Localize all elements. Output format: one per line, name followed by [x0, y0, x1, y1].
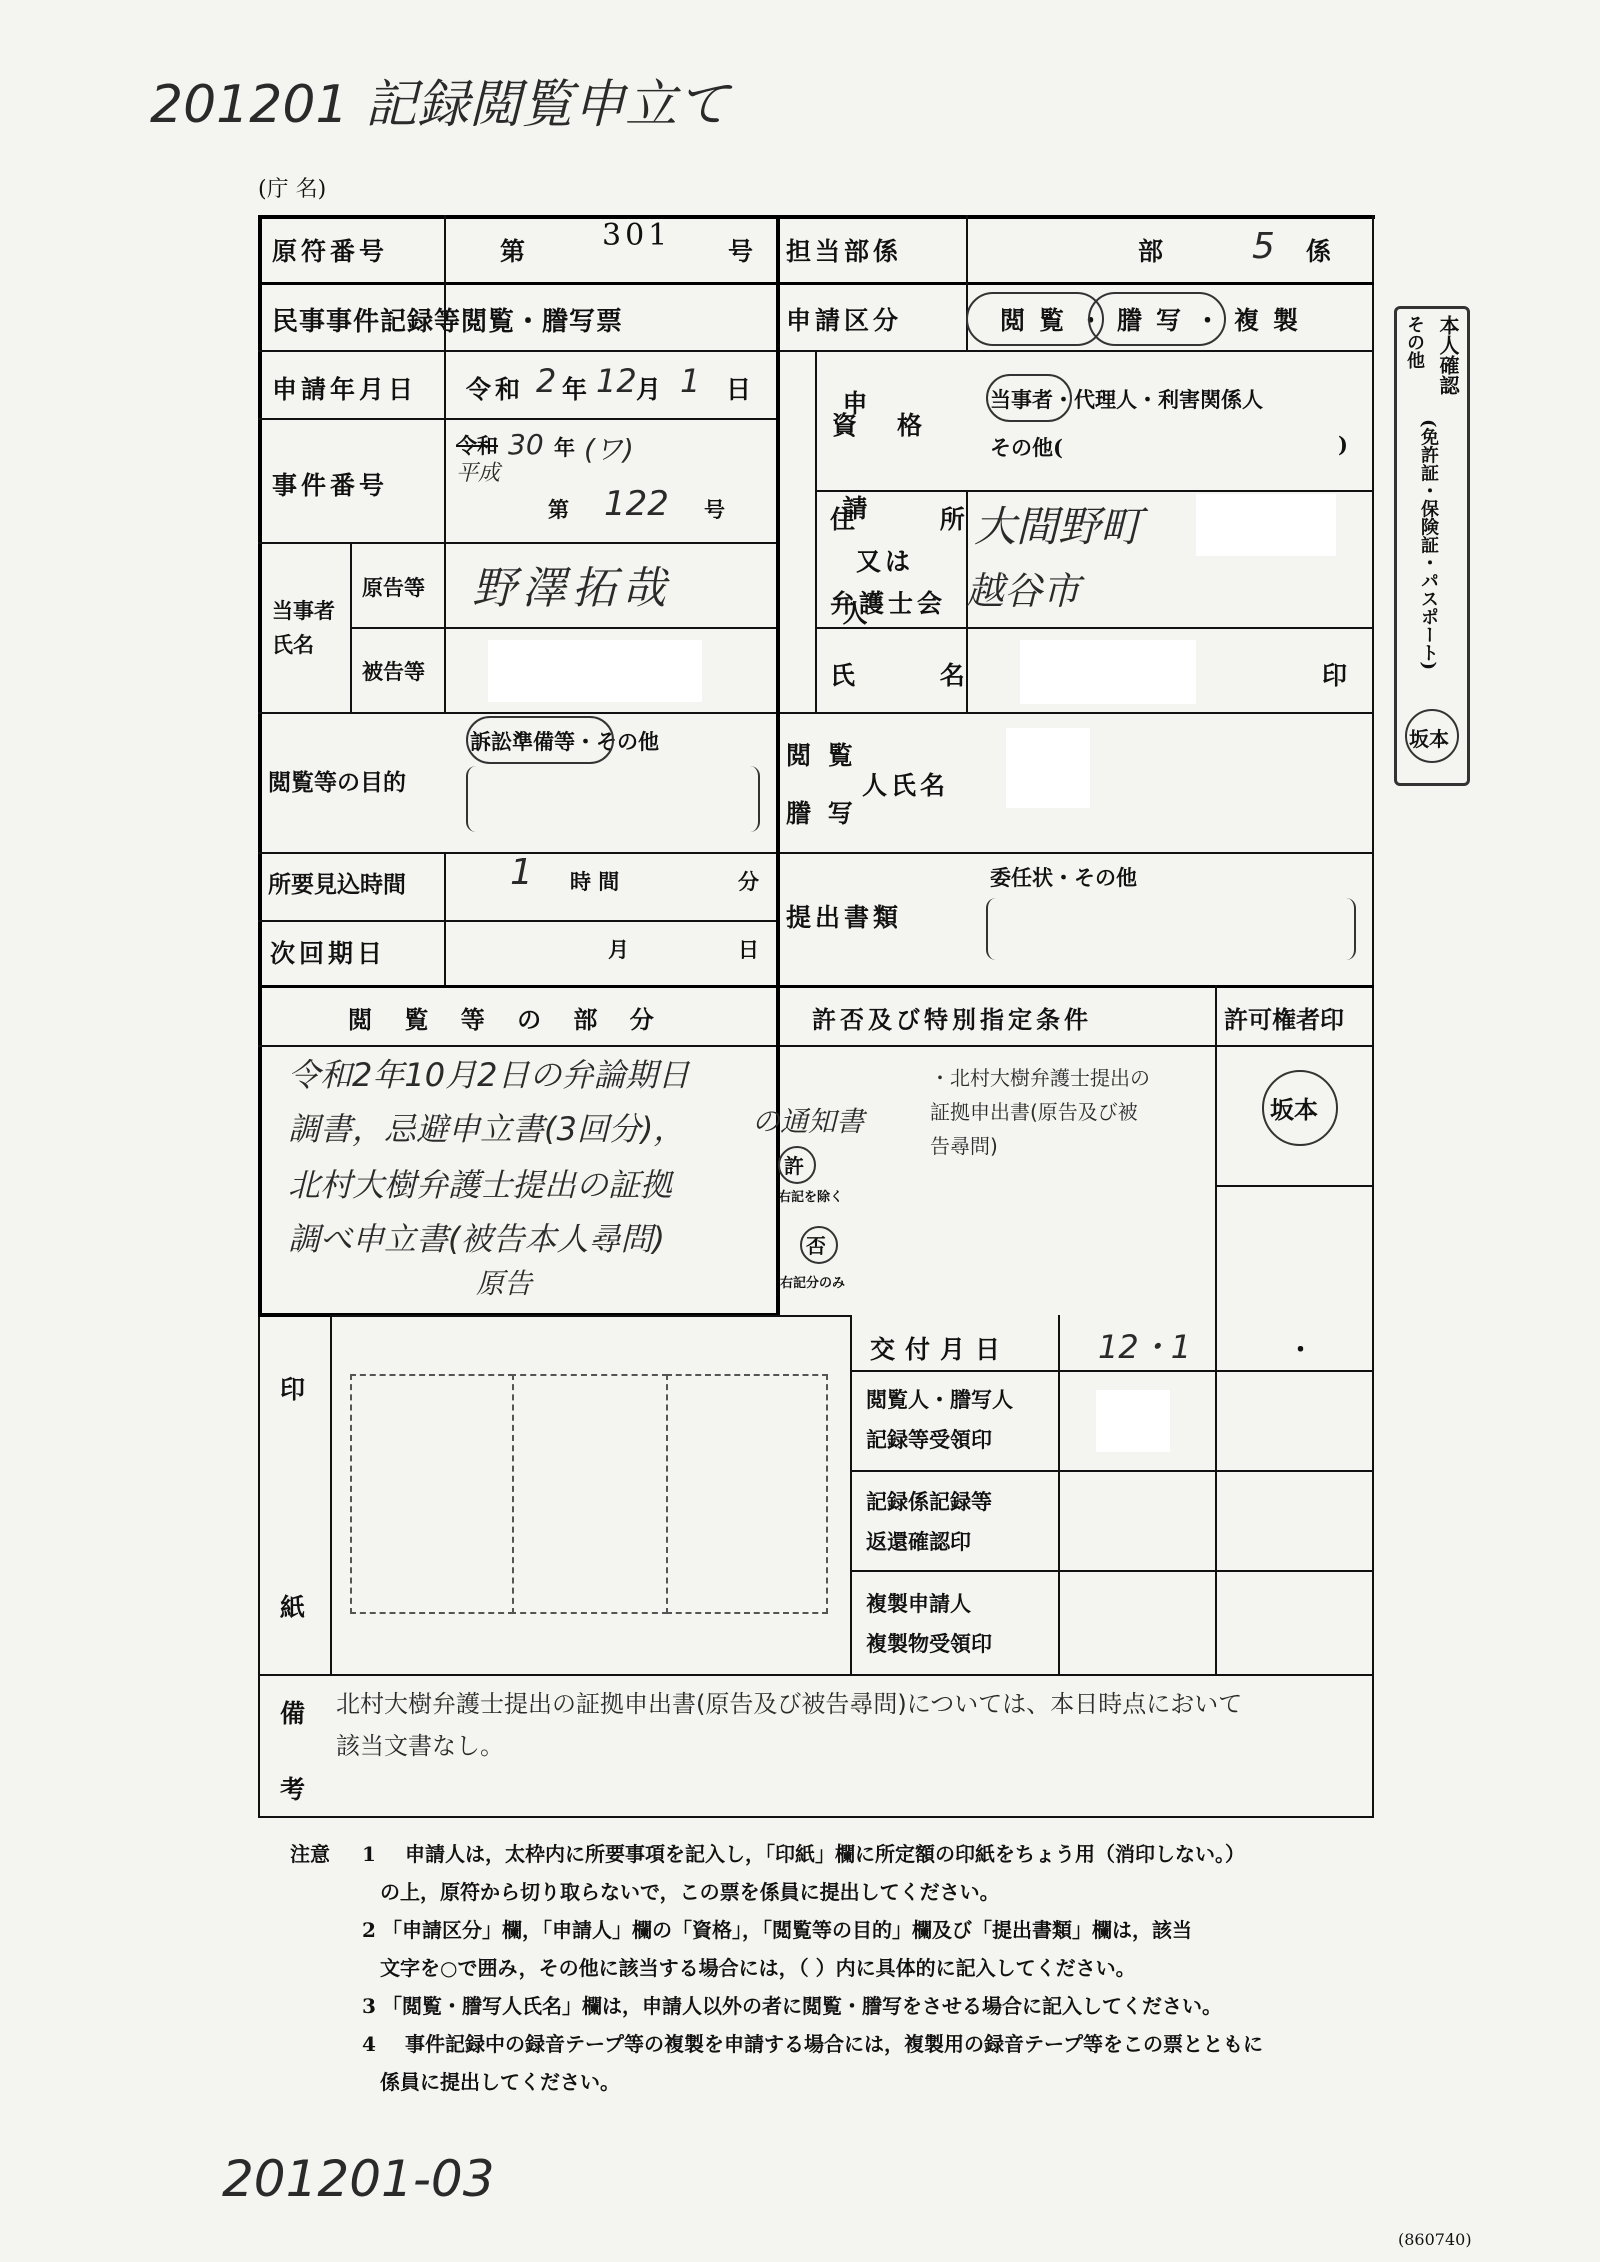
decision-mark-permit-text: 許: [784, 1154, 804, 1178]
expected-time-value: 1: [510, 852, 533, 893]
note-2-num: 2: [362, 1918, 376, 1942]
note-2-text: 「申請区分」欄，「申請人」欄の「資格」，「閲覧等の目的」欄及び「提出書類」欄は，該当: [382, 1918, 1192, 1942]
portion-line-4: 調べ申立書(被告本人尋問): [288, 1220, 665, 1258]
form-title: 民事事件記録等閲覧・謄写票: [272, 307, 624, 337]
case-number-label: 事件番号: [272, 471, 389, 500]
documents-bracket: [986, 898, 1356, 960]
decision-header: 許否及び特別指定条件: [812, 1005, 1092, 1034]
qualification-options: 当事者・代理人・利害関係人: [990, 387, 1263, 412]
applicant-name-label: 氏 名: [830, 661, 1003, 690]
portion-line-3: 北村大樹弁護士提出の証拠: [288, 1166, 673, 1204]
case-number-symbol: (ワ): [584, 433, 634, 466]
portion-header: 閲 覧 等 の 部 分: [348, 1005, 666, 1034]
request-type-circle-view: [966, 292, 1104, 346]
side-stamp-seal-text: 坂本: [1409, 727, 1449, 751]
address-redacted: [1196, 494, 1336, 556]
note-1-num: 1: [362, 1842, 376, 1866]
copy-label-2: 複製物受領印: [866, 1631, 992, 1656]
side-stamp-line-1: 本人確認: [1436, 315, 1460, 395]
applicant-side-text: 申請人: [839, 390, 868, 705]
parties-label-text: 当事者氏名: [272, 598, 335, 657]
case-number-year: 30: [508, 428, 544, 461]
applicant-seal-label: 印: [1322, 661, 1352, 690]
receipt-label-2: 記録等受領印: [866, 1427, 992, 1452]
authority-header: 許可権者印: [1224, 1005, 1344, 1034]
decision-note-line-3: 告尋問): [930, 1134, 998, 1158]
department-bu: 部: [1138, 237, 1168, 266]
documents-label: 提出書類: [786, 903, 903, 932]
note-4-text: 事件記録中の録音テープ等の複製を申請する場合には，複製用の録音テープ等をこの票とともに: [405, 2032, 1263, 2056]
address-line1: 大間野町: [974, 502, 1143, 551]
footer-handwritten: 201201-03: [222, 2150, 495, 2208]
purpose-circle: [466, 716, 614, 764]
case-number-era-strike: 平成: [456, 461, 501, 486]
delivery-date-label: 交付月日: [870, 1335, 1011, 1364]
department-section-value: 5: [1252, 226, 1275, 267]
copy-label-1: 複製申請人: [866, 1591, 971, 1616]
remarks-label-2: 考: [280, 1775, 310, 1804]
request-type-circle-copy: [1088, 292, 1226, 346]
request-date-month-unit: 月: [636, 375, 666, 404]
qualification-other-close: ): [1338, 432, 1348, 457]
request-type-label: 申請区分: [786, 306, 903, 335]
authority-seal-text: 坂本: [1270, 1095, 1318, 1124]
side-stamp-line-2: (免許証・保険証・パスポート): [1418, 419, 1439, 671]
delivery-date-value: 12・1: [1098, 1328, 1192, 1366]
note-4-num: 4: [362, 2032, 376, 2056]
address-label-2: 又は: [856, 547, 915, 576]
side-stamp-line-3: その他: [1404, 315, 1425, 369]
receipt-redacted: [1096, 1390, 1170, 1452]
file-number-value: 301: [602, 218, 672, 253]
decision-note-line-1: ・北村大樹弁護士提出の: [930, 1066, 1150, 1090]
request-date-year-unit: 年: [562, 375, 592, 404]
case-number-number: 122: [604, 484, 669, 524]
note-3-num: 3: [362, 1994, 376, 2018]
note-2b-text: 文字を○で囲み，その他に該当する場合には，（ ）内に具体的に記入してください。: [380, 1956, 1136, 1980]
address-line2: 越谷市: [966, 569, 1081, 613]
decision-mark-deny-text: 否: [806, 1234, 826, 1258]
applicant-name-redacted: [1020, 640, 1196, 704]
portion-line-1: 令和2年10月2日の弁論期日: [288, 1056, 690, 1094]
request-date-day: 1: [680, 362, 701, 400]
note-1b-text: の上，原符から切り取らないで，この票を係員に提出してください。: [380, 1880, 1000, 1904]
request-date-year: 2: [536, 362, 557, 400]
file-number-suffix: 号: [728, 237, 758, 266]
purpose-options: 訴訟準備等・その他: [470, 729, 659, 754]
expected-time-label: 所要見込時間: [268, 871, 406, 898]
request-date-era: 令和: [466, 375, 525, 404]
request-date-label: 申請年月日: [272, 375, 418, 404]
remarks-line-2: 該当文書なし。: [336, 1732, 504, 1760]
viewer-label-2: 謄 写: [786, 799, 857, 828]
remarks-label-1: 備: [280, 1699, 310, 1728]
viewer-name-redacted: [1006, 728, 1090, 808]
decision-mark-permit-note: 右記を除く: [778, 1190, 844, 1205]
note-3-text: 「閲覧・謄写人氏名」欄は，申請人以外の者に閲覧・謄写をさせる場合に記入してください。: [382, 1994, 1222, 2018]
purpose-bracket: [466, 766, 760, 832]
stamp-box-3: [666, 1374, 828, 1614]
note-1-text: 申請人は，太枠内に所要事項を記入し，「印紙」欄に所定額の印紙をちょう用（消印しない。）: [405, 1842, 1245, 1866]
plaintiff-name: 野澤拓哉: [472, 563, 672, 614]
return-label-2: 返還確認印: [866, 1529, 971, 1554]
stamp-box-1: [350, 1374, 514, 1614]
request-type-options: 閲覧・謄写・複製: [1000, 306, 1313, 335]
return-label-1: 記録係記録等: [866, 1489, 992, 1514]
side-stamp: [1394, 306, 1470, 786]
note-4b-text: 係員に提出してください。: [380, 2070, 620, 2094]
stamp-label-left: 印: [280, 1375, 310, 1404]
plaintiff-label: 原告等: [362, 575, 425, 600]
request-date-month: 12: [596, 362, 637, 400]
defendant-name-redacted: [488, 640, 702, 702]
decision-note-line-2: 証拠申出書(原告及び被: [930, 1100, 1138, 1124]
expected-time-minutes: 分: [738, 869, 759, 894]
portion-annotation: の通知書: [752, 1105, 865, 1138]
expected-time-hours: 時 間: [570, 869, 620, 894]
stamp-box-2: [510, 1374, 668, 1614]
next-date-month: 月: [608, 937, 629, 962]
notes-title: 注意: [290, 1842, 330, 1866]
remarks-line-1: 北村大樹弁護士提出の証拠申出書(原告及び被告尋問)については、本日時点において: [336, 1690, 1243, 1718]
handwritten-title: 201201 記録閲覧申立て: [150, 75, 730, 135]
next-date-label: 次回期日: [270, 939, 387, 968]
case-number-era-printed: 令和: [456, 433, 498, 458]
department-label: 担当部係: [786, 237, 903, 266]
address-label-3: 弁護士会: [830, 589, 947, 618]
qualification-other: その他(: [990, 435, 1063, 460]
documents-options: 委任状・その他: [990, 865, 1137, 890]
request-date-day-unit: 日: [726, 375, 756, 404]
portion-line-5: 原告: [476, 1267, 533, 1300]
viewer-label-1: 閲 覧: [786, 741, 857, 770]
qualification-circle: [986, 374, 1072, 422]
file-number-label: 原符番号: [272, 237, 389, 266]
case-number-prefix: 第: [548, 497, 569, 522]
viewer-label-3: 人氏名: [862, 771, 950, 800]
next-date-day: 日: [738, 937, 759, 962]
stamp-label-right: 紙: [280, 1593, 310, 1622]
receipt-label-1: 閲覧人・謄写人: [866, 1387, 1013, 1412]
delivery-date-dot: ・: [1288, 1335, 1318, 1364]
department-section-suffix: 係: [1306, 237, 1336, 266]
purpose-label: 閲覧等の目的: [268, 769, 406, 796]
agency-label: (庁 名): [258, 177, 327, 202]
form-code: (860740): [1398, 2230, 1472, 2249]
case-number-suffix: 号: [704, 497, 725, 522]
parties-label: [272, 594, 344, 662]
defendant-label: 被告等: [362, 659, 425, 684]
portion-line-2: 調書，忌避申立書(3回分)，: [288, 1110, 686, 1148]
address-label-1: 住 所: [830, 505, 1003, 534]
decision-mark-deny-note: 右記分のみ: [780, 1276, 846, 1291]
file-number-prefix: 第: [500, 237, 530, 266]
case-number-year-unit: 年: [554, 435, 575, 460]
qualification-label: 資格: [832, 411, 963, 440]
